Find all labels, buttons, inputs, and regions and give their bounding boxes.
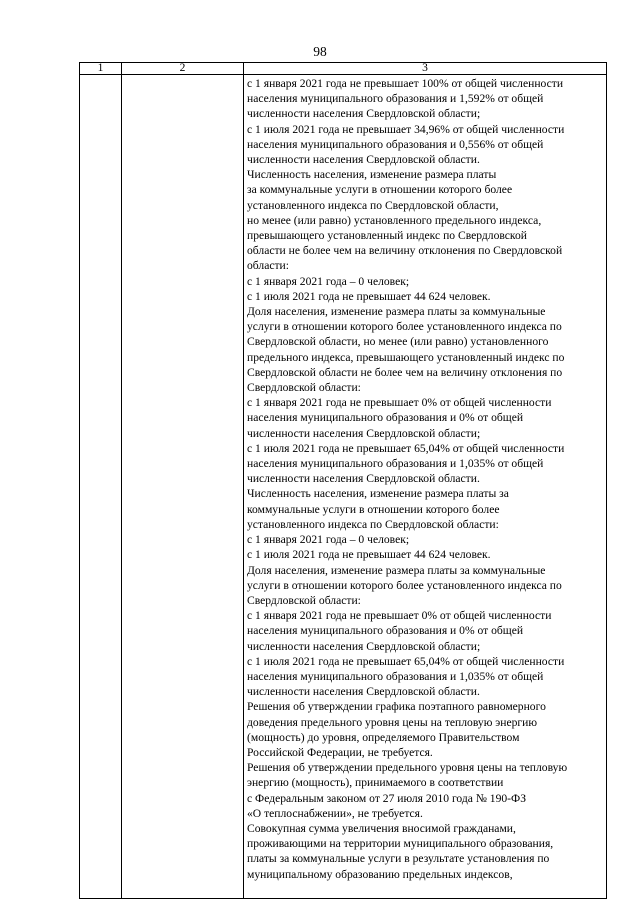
column-header-2: 2 (122, 63, 244, 75)
text-line: с 1 июля 2021 года не превышает 34,96% от общей численности (247, 122, 565, 136)
text-line: Свердловской области: (247, 381, 361, 395)
text-line: Свердловской области, но менее (или равно) установленного (247, 335, 549, 349)
page-number: 98 (313, 44, 327, 59)
text-line: Численность населения, изменение размера платы за (247, 487, 509, 501)
text-line: Решения об утверждении графика поэтапного равномерного (247, 700, 546, 714)
text-line: области не более чем на величину отклонения по Свердловской (247, 244, 563, 258)
text-line: численности населения Свердловской области; (247, 639, 481, 653)
text-line: доведения предельного уровня цены на тепловую энергию (247, 715, 538, 729)
cell-col2 (122, 75, 244, 899)
cell-col3-text (244, 75, 607, 899)
text-line: численности населения Свердловской области. (247, 472, 480, 486)
text-line: «О теплоснабжении», не требуется. (247, 806, 423, 820)
text-line: с Федеральным законом от 27 июля 2010 года № 190-ФЗ (247, 791, 527, 805)
text-line: предельного индекса, превышающего установленный индекс по (247, 350, 565, 364)
text-line: Доля населения, изменение размера платы за коммунальные (247, 563, 546, 577)
text-line: установленного индекса по Свердловской области, (247, 198, 499, 212)
text-line: с 1 января 2021 года не превышает 100% от общей численности (247, 77, 564, 90)
cell-col1 (80, 75, 122, 899)
text-line: муниципальному образованию предельных индексов, (247, 867, 513, 881)
text-line: превышающего установленный индекс по Свердловской (247, 229, 527, 243)
text-line: Свердловской области не более чем на величину отклонения по (247, 365, 563, 379)
text-line: Совокупная сумма увеличения вносимой гражданами, (247, 821, 516, 835)
text-line: с 1 января 2021 года – 0 человек; (247, 274, 410, 288)
table-row (80, 75, 607, 899)
text-line: платы за коммунальные услуги в результате установления по (247, 852, 550, 866)
text-line: коммунальные услуги в отношении которого более (247, 502, 500, 516)
text-line: населения муниципального образования и 1,035% от общей (247, 669, 544, 683)
text-line: численности населения Свердловской области. (247, 153, 480, 167)
text-line: услуги в отношении которого более установленного индекса по (247, 578, 562, 592)
text-line: с 1 января 2021 года не превышает 0% от общей численности (247, 396, 552, 410)
text-line: (мощность) до уровня, определяемого Правительством (247, 730, 520, 744)
text-line: области: (247, 259, 289, 273)
text-line: населения муниципального образования и 0,556% от общей (247, 137, 544, 151)
text-line: численности населения Свердловской области; (247, 426, 481, 440)
text-line: с 1 января 2021 года не превышает 0% от общей численности (247, 609, 552, 623)
text-line: Свердловской области: (247, 593, 361, 607)
text-line: с 1 января 2021 года – 0 человек; (247, 533, 410, 547)
text-line: проживающими на территории муниципального образования, (247, 837, 554, 851)
text-line: с 1 июля 2021 года не превышает 65,04% от общей численности (247, 654, 565, 668)
text-line: населения муниципального образования и 0% от общей (247, 624, 524, 638)
text-line: населения муниципального образования и 0% от общей (247, 411, 524, 425)
text-line: численности населения Свердловской области. (247, 685, 480, 699)
text-line: энергию (мощность), принимаемого в соответствии (247, 776, 504, 790)
text-line: Доля населения, изменение размера платы за коммунальные (247, 305, 546, 319)
text-line: за коммунальные услуги в отношении которого более (247, 183, 513, 197)
text-line: численности населения Свердловской области; (247, 107, 481, 121)
column-header-3: 3 (244, 63, 607, 75)
text-line: населения муниципального образования и 1,592% от общей (247, 92, 544, 106)
column-header-1: 1 (80, 63, 122, 75)
text-line: установленного индекса по Свердловской области: (247, 517, 499, 531)
text-line: услуги в отношении которого более установленного индекса по (247, 320, 562, 334)
text-line: с 1 июля 2021 года не превышает 44 624 человек. (247, 548, 491, 562)
text-line: но менее (или равно) установленного предельного индекса, (247, 213, 542, 227)
text-line: с 1 июля 2021 года не превышает 65,04% от общей численности (247, 441, 565, 455)
table-header-row (80, 63, 607, 75)
document-table (79, 62, 607, 899)
text-line: Численность населения, изменение размера платы (247, 168, 497, 182)
text-line: с 1 июля 2021 года не превышает 44 624 человек. (247, 289, 491, 303)
text-line: населения муниципального образования и 1,035% от общей (247, 457, 544, 471)
text-line: Решения об утверждении предельного уровня цены на тепловую (247, 761, 568, 775)
text-line: Российской Федерации, не требуется. (247, 745, 433, 759)
